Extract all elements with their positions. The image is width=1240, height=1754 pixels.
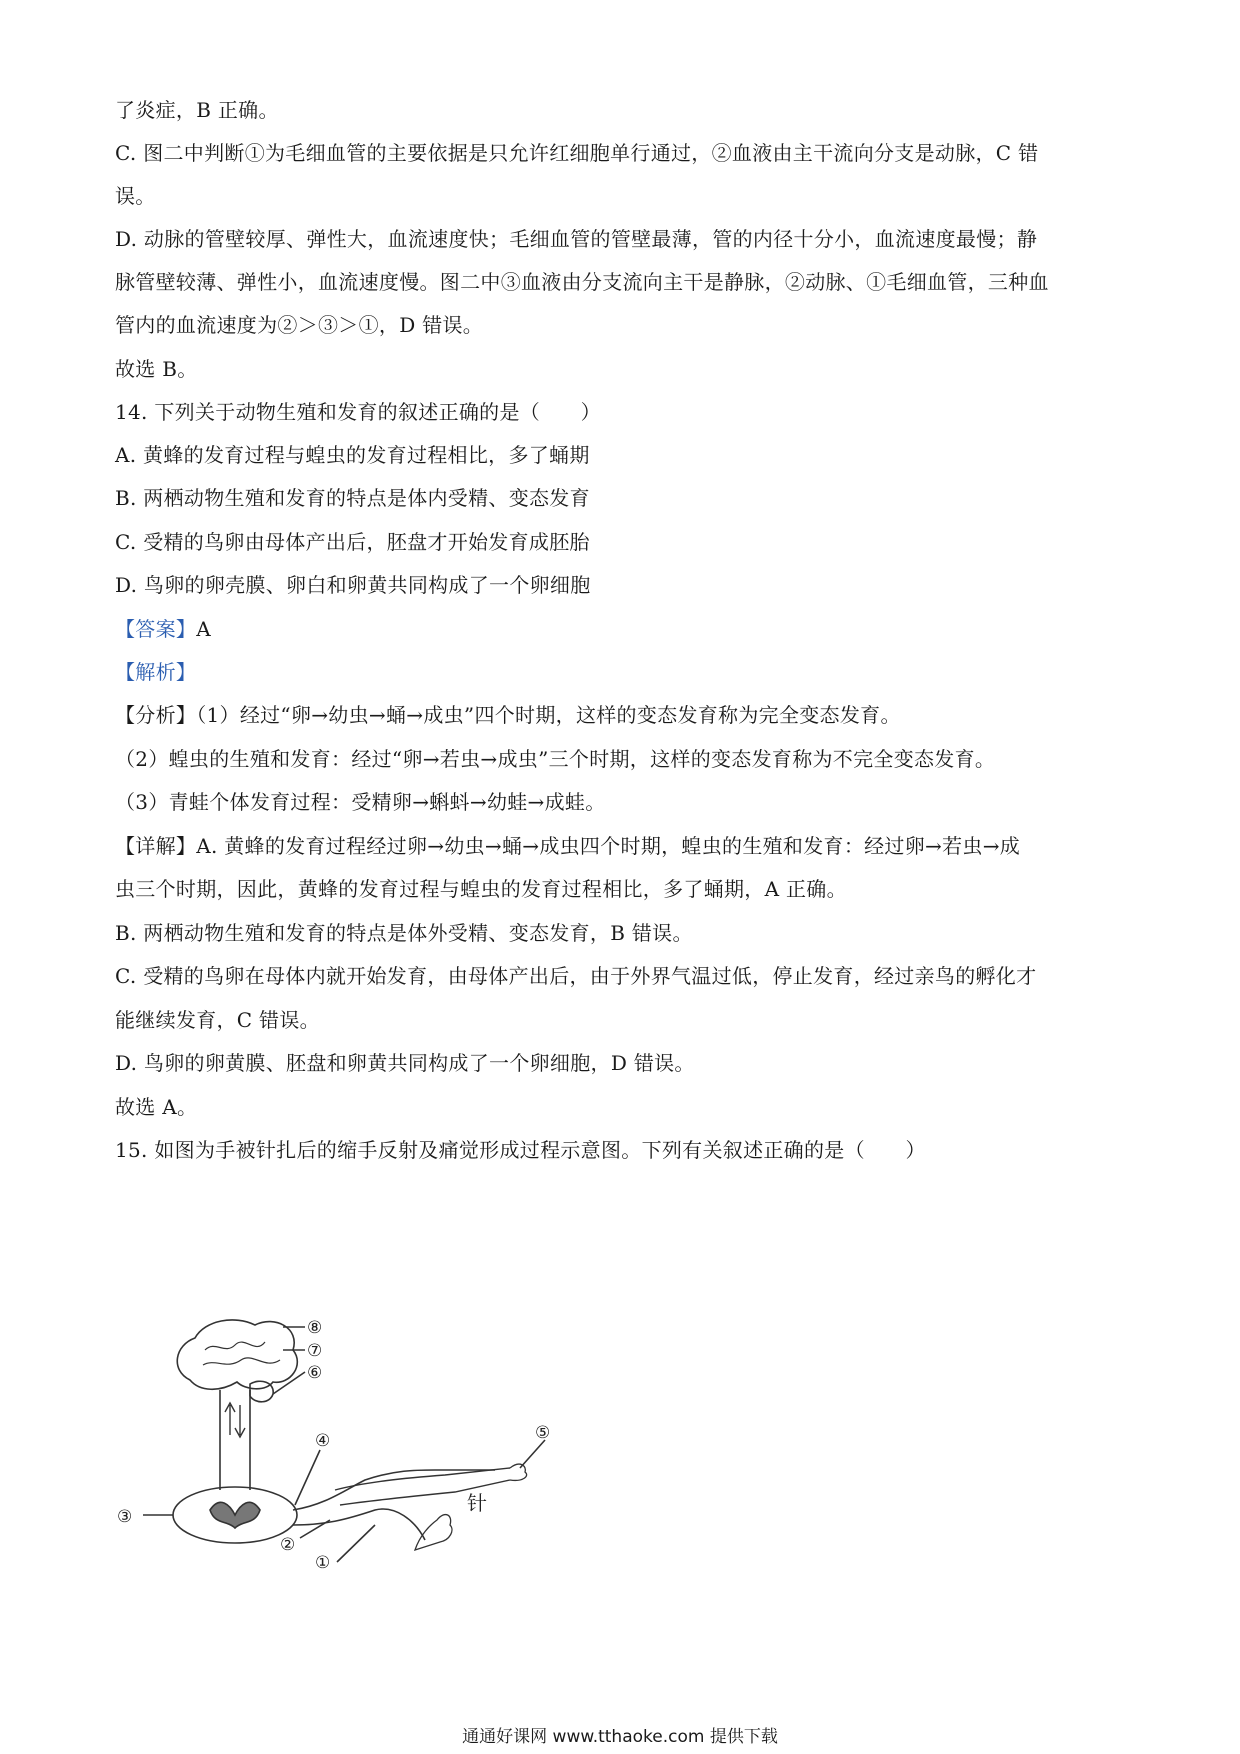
analysis-line <box>115 787 1135 817</box>
analysis-text: （2）蝗虫的生殖和发育：经过“卵→若虫→成虫”三个时期，这样的变态发育称为不完全变态发育。 <box>115 747 996 771</box>
label-6: ⑥ <box>307 1363 323 1383</box>
analysis-line <box>115 1005 1135 1035</box>
text-line: 故选 B。 <box>115 357 198 381</box>
option-d: D. 鸟卵的卵壳膜、卵白和卵黄共同构成了一个卵细胞 <box>115 573 591 597</box>
analysis-heading <box>115 657 1135 687</box>
label-5: ⑤ <box>535 1423 551 1443</box>
label-3: ③ <box>117 1507 133 1527</box>
analysis-text: （1）经过“卵→幼虫→蛹→成虫”四个时期，这样的变态发育称为完全变态发育。 <box>196 703 901 727</box>
option-a: A. 黄蜂的发育过程与蝗虫的发育过程相比，多了蛹期 <box>115 443 590 467</box>
analysis-text: （3）青蛙个体发育过程：受精卵→蝌蚪→幼蛙→成蛙。 <box>115 790 606 814</box>
analysis-line <box>115 1048 1135 1078</box>
label-1: ① <box>315 1553 331 1570</box>
analysis-tag: 【解析】 <box>115 660 197 684</box>
label-4: ④ <box>315 1431 331 1451</box>
label-8: ⑧ <box>307 1318 323 1338</box>
answer-line <box>115 614 1135 644</box>
page-footer: 通通好课网 www.tthaoke.com 提供下载 <box>462 1727 778 1747</box>
reflex-arc-figure <box>115 1310 555 1570</box>
analysis-line <box>115 961 1135 991</box>
section-tag: 【分析】 <box>115 703 197 727</box>
text-line: 了炎症，B 正确。 <box>115 98 279 122</box>
analysis-line <box>115 831 1135 861</box>
text-line: 脉管壁较薄、弹性小，血流速度慢。图二中③血液由分支流向主干是静脉，②动脉、①毛细血管，三种血 <box>115 270 1049 294</box>
question-15-stem: 15. 如图为手被针扎后的缩手反射及痛觉形成过程示意图。下列有关叙述正确的是（ ） <box>115 1138 926 1162</box>
analysis-text: A. 黄蜂的发育过程经过卵→幼虫→蛹→成虫四个时期，蝗虫的生殖和发育：经过卵→若虫→成 <box>196 834 1021 858</box>
answer-tag: 【答案】 <box>115 617 197 641</box>
brain-shape <box>177 1320 297 1389</box>
text-line: 误。 <box>115 184 156 208</box>
analysis-text: B. 两栖动物生殖和发育的特点是体外受精、变态发育，B 错误。 <box>115 921 693 945</box>
option-c: C. 受精的鸟卵由母体产出后，胚盘才开始发育成胚胎 <box>115 530 590 554</box>
analysis-line <box>115 1092 1135 1122</box>
analysis-text: C. 受精的鸟卵在母体内就开始发育，由母体产出后，由于外界气温过低，停止发育，经过亲鸟的孵化才 <box>115 964 1037 988</box>
analysis-line <box>115 874 1135 904</box>
section-tag: 【详解】 <box>115 834 197 858</box>
answer-value: A <box>196 617 211 641</box>
analysis-text: 能继续发育，C 错误。 <box>115 1008 320 1032</box>
text-line: C. 图二中判断①为毛细血管的主要依据是只允许红细胞单行通过，②血液由主干流向分支是动脉，C 错 <box>115 141 1039 165</box>
cerebellum-shape <box>250 1381 273 1402</box>
text-line: 管内的血流速度为②＞③＞①，D 错误。 <box>115 313 484 337</box>
analysis-text: D. 鸟卵的卵黄膜、胚盘和卵黄共同构成了一个卵细胞，D 错误。 <box>115 1051 695 1075</box>
option-b: B. 两栖动物生殖和发育的特点是体内受精、变态发育 <box>115 486 590 510</box>
analysis-text: 故选 A。 <box>115 1095 198 1119</box>
reflex-arc-diagram <box>115 1310 555 1570</box>
question-14-stem: 14. 下列关于动物生殖和发育的叙述正确的是（ ） <box>115 400 601 424</box>
label-7: ⑦ <box>307 1341 323 1361</box>
analysis-line <box>115 700 1135 730</box>
analysis-line <box>115 744 1135 774</box>
needle-label: 针 <box>467 1491 487 1515</box>
text-line: D. 动脉的管壁较厚、弹性大，血流速度快；毛细血管的管壁最薄，管的内径十分小，血流速度最慢；静 <box>115 227 1038 251</box>
analysis-text: 虫三个时期，因此，黄蜂的发育过程与蝗虫的发育过程相比，多了蛹期，A 正确。 <box>115 877 847 901</box>
label-2: ② <box>280 1535 296 1555</box>
analysis-line <box>115 918 1135 948</box>
